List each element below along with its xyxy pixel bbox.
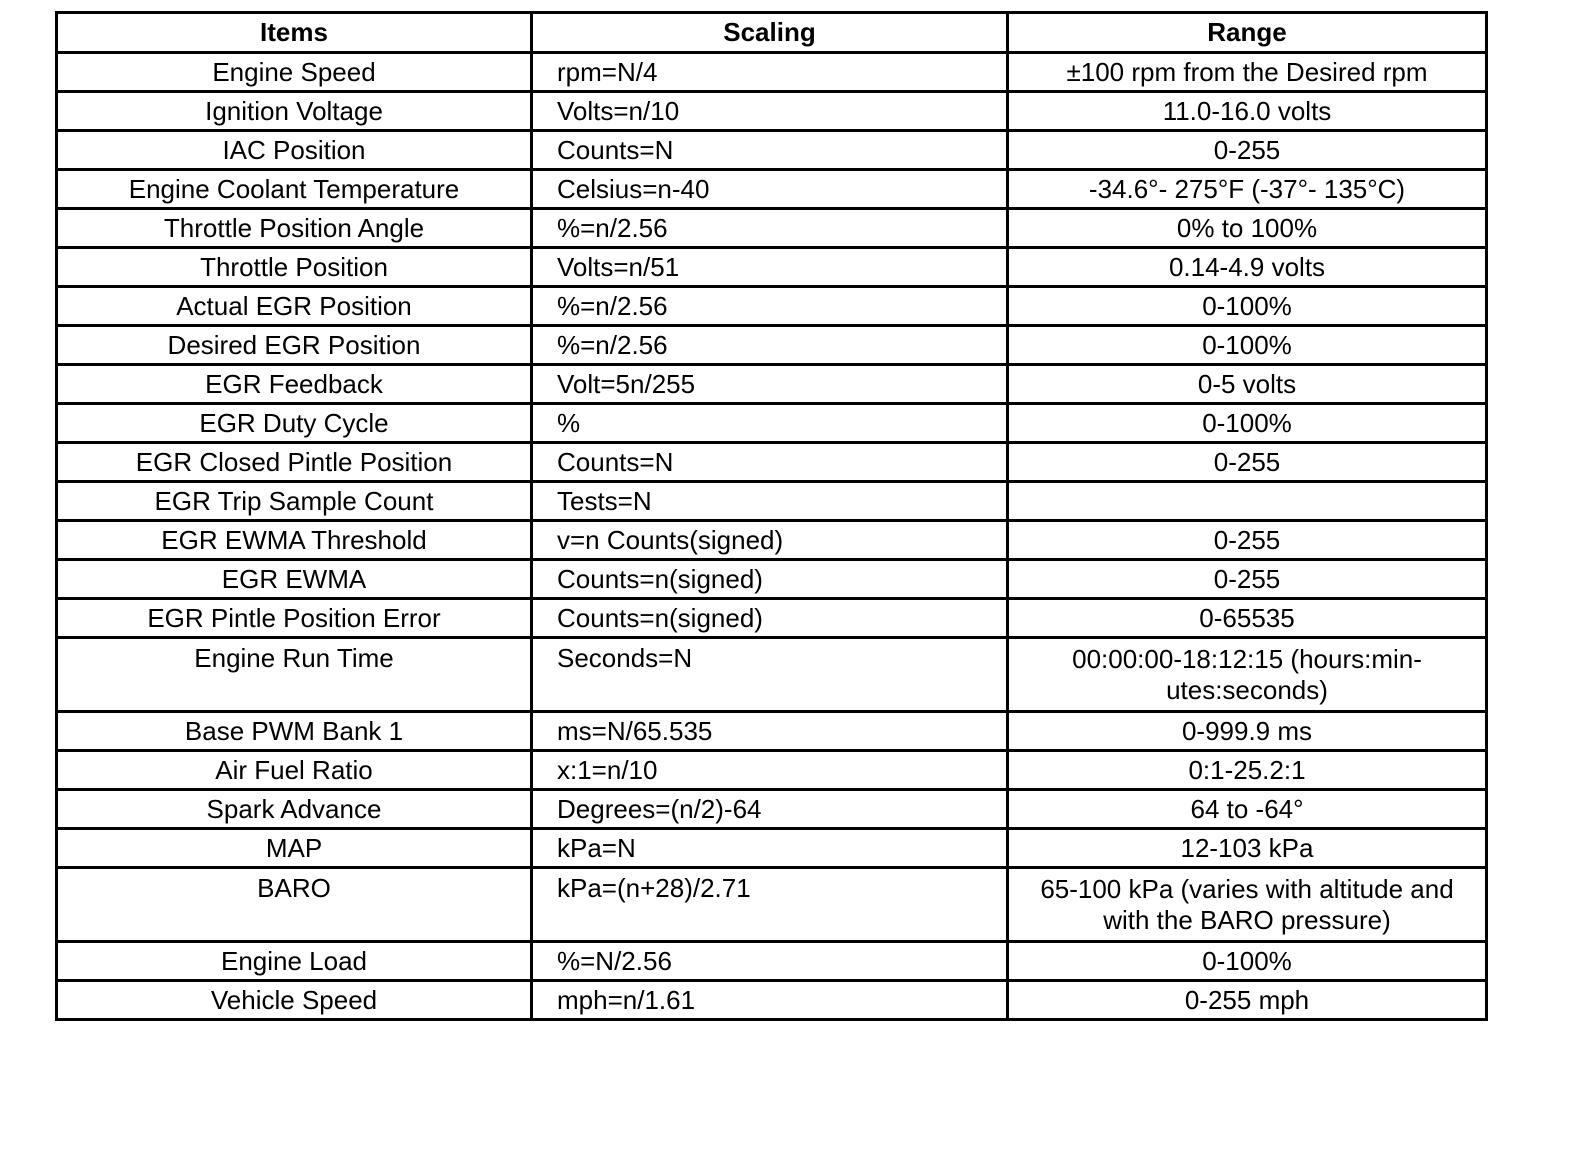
item-cell: IAC Position <box>57 131 532 170</box>
item-cell: Ignition Voltage <box>57 92 532 131</box>
table-row <box>57 287 1487 326</box>
table-row <box>57 751 1487 790</box>
table-row <box>57 443 1487 482</box>
item-cell: EGR Closed Pintle Position <box>57 443 532 482</box>
table-row <box>57 404 1487 443</box>
range-cell: 12-103 kPa <box>1008 829 1487 868</box>
item-cell: Desired EGR Position <box>57 326 532 365</box>
table-row <box>57 942 1487 981</box>
scaling-cell: Volt=5n/255 <box>532 365 1008 404</box>
item-cell: Base PWM Bank 1 <box>57 712 532 751</box>
table-row <box>57 365 1487 404</box>
scan-data-table <box>55 11 1488 1021</box>
header-scaling: Scaling <box>532 13 1008 53</box>
scaling-cell: kPa=N <box>532 829 1008 868</box>
range-cell: 0:1-25.2:1 <box>1008 751 1487 790</box>
item-cell: Spark Advance <box>57 790 532 829</box>
scaling-cell: % <box>532 404 1008 443</box>
table-row <box>57 790 1487 829</box>
range-cell: 0% to 100% <box>1008 209 1487 248</box>
scaling-cell: Tests=N <box>532 482 1008 521</box>
item-cell: BARO <box>57 868 532 942</box>
table-row <box>57 712 1487 751</box>
header-range: Range <box>1008 13 1487 53</box>
item-cell: Vehicle Speed <box>57 981 532 1020</box>
table-row <box>57 170 1487 209</box>
table-row <box>57 638 1487 712</box>
item-cell: Throttle Position <box>57 248 532 287</box>
table-header <box>57 13 1487 53</box>
item-cell: EGR EWMA Threshold <box>57 521 532 560</box>
scaling-cell: Counts=n(signed) <box>532 599 1008 638</box>
table-row <box>57 521 1487 560</box>
item-cell: EGR EWMA <box>57 560 532 599</box>
scaling-cell: rpm=N/4 <box>532 53 1008 92</box>
scaling-cell: %=n/2.56 <box>532 287 1008 326</box>
range-cell: 0-999.9 ms <box>1008 712 1487 751</box>
item-cell: Engine Coolant Temperature <box>57 170 532 209</box>
range-cell: 65-100 kPa (varies with altitude and with the BARO pressure) <box>1008 868 1487 942</box>
range-cell: 0-255 <box>1008 521 1487 560</box>
item-cell: Engine Run Time <box>57 638 532 712</box>
scaling-cell: mph=n/1.61 <box>532 981 1008 1020</box>
table-row <box>57 981 1487 1020</box>
range-cell: 0-100% <box>1008 287 1487 326</box>
range-cell: -34.6°- 275°F (-37°- 135°C) <box>1008 170 1487 209</box>
range-cell: 0-255 mph <box>1008 981 1487 1020</box>
item-cell: MAP <box>57 829 532 868</box>
range-cell: 0-100% <box>1008 942 1487 981</box>
scaling-cell: Volts=n/51 <box>532 248 1008 287</box>
range-cell: 0-255 <box>1008 443 1487 482</box>
header-items: Items <box>57 13 532 53</box>
table-row <box>57 482 1487 521</box>
scaling-cell: %=N/2.56 <box>532 942 1008 981</box>
scaling-cell: Celsius=n-40 <box>532 170 1008 209</box>
scaling-cell: Degrees=(n/2)-64 <box>532 790 1008 829</box>
range-cell: 11.0-16.0 volts <box>1008 92 1487 131</box>
item-cell: Engine Load <box>57 942 532 981</box>
item-cell: EGR Pintle Position Error <box>57 599 532 638</box>
scaling-cell: x:1=n/10 <box>532 751 1008 790</box>
item-cell: EGR Feedback <box>57 365 532 404</box>
range-cell <box>1008 482 1487 521</box>
scaling-cell: Counts=N <box>532 131 1008 170</box>
table-row <box>57 326 1487 365</box>
scaling-cell: %=n/2.56 <box>532 326 1008 365</box>
scaling-cell: Seconds=N <box>532 638 1008 712</box>
range-cell: ±100 rpm from the Desired rpm <box>1008 53 1487 92</box>
table-row <box>57 868 1487 942</box>
table-row <box>57 92 1487 131</box>
item-cell: Air Fuel Ratio <box>57 751 532 790</box>
range-cell: 0-100% <box>1008 404 1487 443</box>
item-cell: EGR Trip Sample Count <box>57 482 532 521</box>
scaling-cell: Counts=n(signed) <box>532 560 1008 599</box>
item-cell: Actual EGR Position <box>57 287 532 326</box>
item-cell: EGR Duty Cycle <box>57 404 532 443</box>
scaling-cell: v=n Counts(signed) <box>532 521 1008 560</box>
range-cell: 0-65535 <box>1008 599 1487 638</box>
table-row <box>57 829 1487 868</box>
range-cell: 0.14-4.9 volts <box>1008 248 1487 287</box>
table-row <box>57 209 1487 248</box>
scaling-cell: %=n/2.56 <box>532 209 1008 248</box>
scaling-cell: Counts=N <box>532 443 1008 482</box>
table-row <box>57 131 1487 170</box>
range-cell: 0-255 <box>1008 560 1487 599</box>
table-row <box>57 248 1487 287</box>
scaling-cell: Volts=n/10 <box>532 92 1008 131</box>
item-cell: Throttle Position Angle <box>57 209 532 248</box>
range-cell: 0-255 <box>1008 131 1487 170</box>
table-row <box>57 599 1487 638</box>
table-row <box>57 53 1487 92</box>
item-cell: Engine Speed <box>57 53 532 92</box>
scaling-cell: ms=N/65.535 <box>532 712 1008 751</box>
table-body <box>57 53 1487 1020</box>
range-cell: 64 to -64° <box>1008 790 1487 829</box>
range-cell: 0-5 volts <box>1008 365 1487 404</box>
table-row <box>57 560 1487 599</box>
scaling-cell: kPa=(n+28)/2.71 <box>532 868 1008 942</box>
header-row <box>57 13 1487 53</box>
range-cell: 00:00:00-18:12:15 (hours:min-utes:seconds) <box>1008 638 1487 712</box>
range-cell: 0-100% <box>1008 326 1487 365</box>
